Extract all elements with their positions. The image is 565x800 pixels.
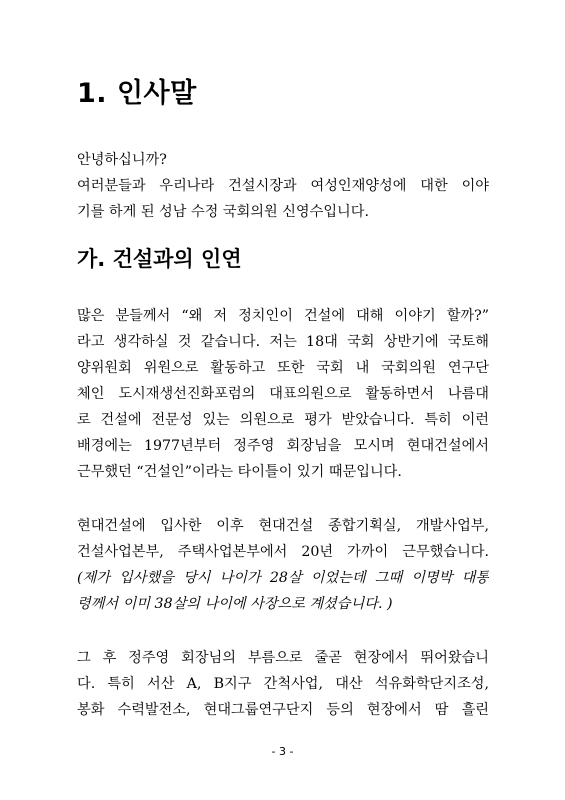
paragraph-line-italic: 령께서 이미 38살의 나이에 사장으로 계셨습니다. ) — [77, 596, 393, 612]
paragraph-line: 많은 분들께서 “왜 저 정치인이 건설에 대해 이야기 할까?” — [77, 308, 489, 324]
paragraph-line: 라고 생각하실 것 같습니다. 저는 18대 국회 상반기에 국토해 — [77, 334, 489, 350]
paragraph-line: 양위원회 위원으로 활동하고 또한 국회 내 국회의원 연구단 — [77, 360, 489, 376]
paragraph-line: 배경에는 1977년부터 정주영 회장님을 모시며 현대건설에서 — [77, 438, 489, 454]
greeting-line: 기를 하게 된 성남 수정 국회의원 신영수입니다. — [77, 204, 369, 220]
paragraph-line: 체인 도시재생선진화포럼의 대표의원으로 활동하면서 나름대 — [77, 386, 489, 402]
paragraph-line: 근무했던 “건설인”이라는 타이틀이 있기 때문입니다. — [77, 464, 402, 480]
page-number: - 3 - — [271, 745, 294, 758]
greeting-line: 여러분들과 우리나라 건설시장과 여성인재양성에 대한 이야 — [77, 178, 489, 194]
paragraph-line-italic: (제가 입사했을 당시 나이가 28살 이었는데 그때 이명박 대통 — [77, 570, 489, 586]
paragraph-line: 봉화 수력발전소, 현대그룹연구단지 등의 현장에서 땀 흘린 — [77, 702, 489, 718]
section-title: 가. 건설과의 인연 — [77, 247, 242, 271]
paragraph-line: 건설사업본부, 주택사업본부에서 20년 가까이 근무했습니다. — [77, 544, 489, 560]
paragraph-line: 그 후 정주영 회장님의 부름으로 줄곧 현장에서 뛰어왔습니 — [77, 650, 489, 666]
paragraph-line: 현대건설에 입사한 이후 현대건설 종합기획실, 개발사업부, — [77, 518, 489, 534]
page-heading: 1. 인사말 — [77, 78, 197, 109]
greeting-line: 안녕하십니까? — [77, 152, 167, 168]
paragraph-line: 로 건설에 전문성 있는 의원으로 평가 받았습니다. 특히 이런 — [77, 412, 489, 428]
paragraph-line: 다. 특히 서산 A, B지구 간척사업, 대산 석유화학단지조성, — [77, 676, 489, 692]
